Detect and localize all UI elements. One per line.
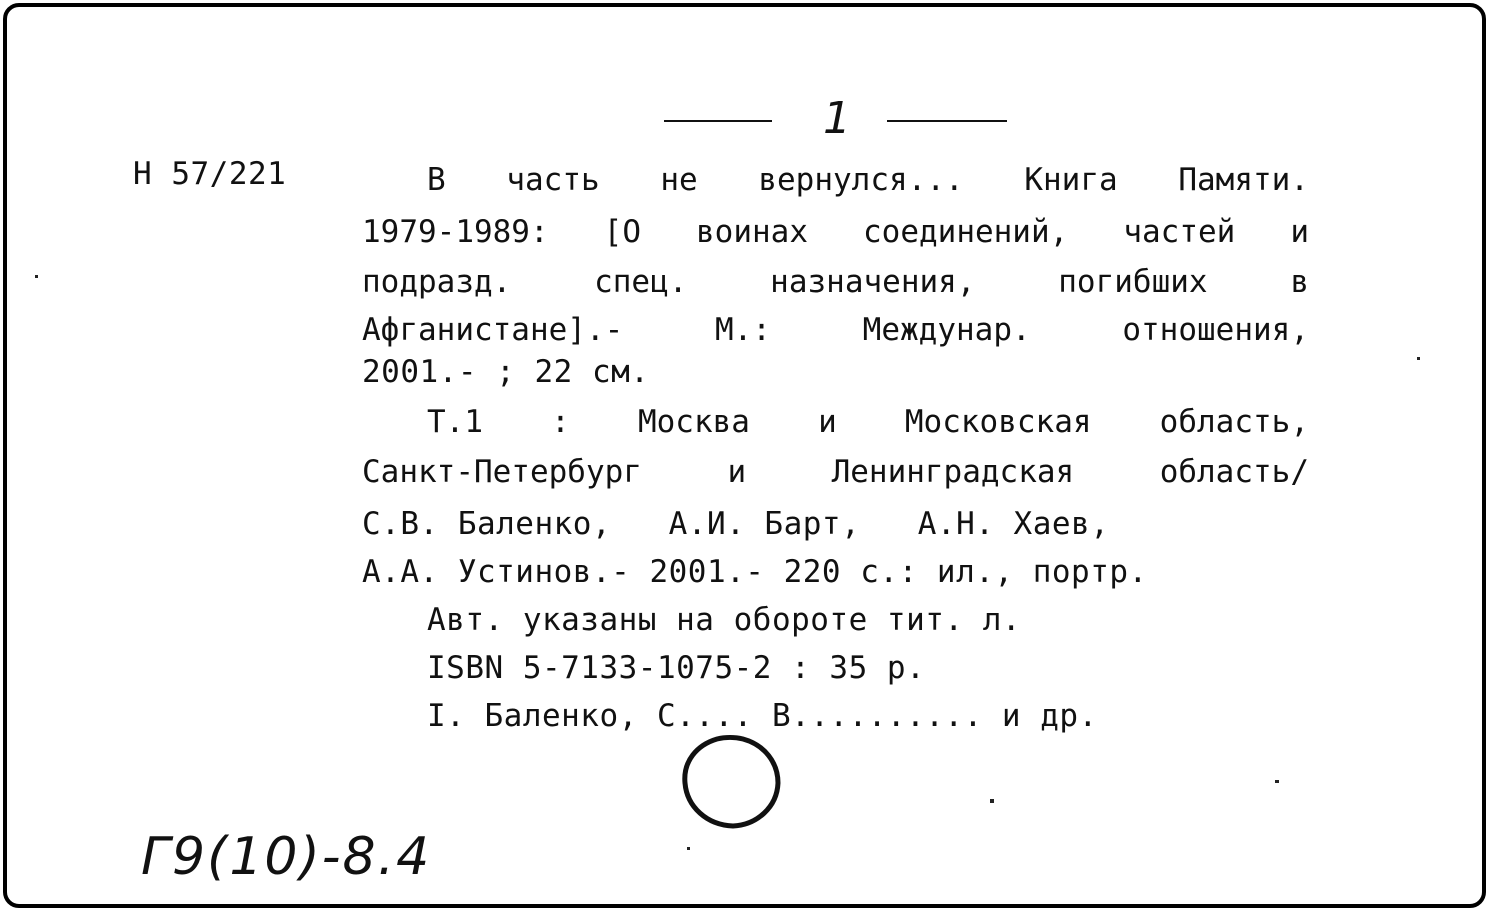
title-line-3: [362, 264, 1309, 300]
added-entry: I. Баленко, С.... В.......... и др.: [427, 698, 1098, 734]
word: Ленинградская: [831, 454, 1075, 490]
word: М.:: [714, 312, 771, 348]
word: Санкт-Петербург: [362, 454, 642, 490]
word: 1979-1989:: [362, 214, 549, 250]
volume-line-1: [427, 404, 1309, 440]
header-dash-left: [664, 120, 772, 122]
word: Т.1: [427, 404, 483, 440]
word: частей: [1123, 214, 1236, 250]
speck: [990, 799, 994, 803]
speck: [1417, 357, 1420, 360]
title-line-1: [427, 162, 1309, 198]
speck: [1275, 780, 1279, 783]
word: :: [551, 404, 570, 440]
word: Москва: [637, 404, 750, 440]
speck: [35, 275, 38, 278]
punch-hole-icon: [677, 731, 787, 835]
authors-note: Авт. указаны на обороте тит. л.: [427, 602, 1022, 638]
word: погибших: [1058, 264, 1208, 300]
word: в: [1290, 264, 1309, 300]
catalog-card: [3, 3, 1486, 908]
word: [О: [603, 214, 641, 250]
word: область/: [1159, 454, 1309, 490]
word: Памяти.: [1178, 162, 1309, 198]
volume-line-2: [362, 454, 1309, 490]
word: отношения,: [1122, 312, 1309, 348]
word: и: [1290, 214, 1309, 250]
header-dash-right: [887, 120, 1007, 122]
word: воинах: [696, 214, 808, 250]
volume-line-4: А.А. Устинов.- 2001.- 220 с.: ил., портр.: [362, 554, 1148, 590]
volume-line-3: С.В. Баленко, А.И. Барт, А.Н. Хаев,: [362, 506, 1110, 542]
word: и: [818, 404, 837, 440]
isbn: ISBN 5-7133-1075-2 : 35 р.: [427, 650, 926, 686]
word: подразд.: [362, 264, 512, 300]
title-line-4: [362, 312, 1309, 348]
word: и: [727, 454, 747, 490]
word: соединений,: [863, 214, 1069, 250]
word: назначения,: [770, 264, 976, 300]
word: В: [427, 162, 446, 198]
speck: [687, 847, 690, 850]
word: Междунар.: [862, 312, 1031, 348]
handwritten-code: Г9(10)-8.4: [141, 827, 432, 887]
title-line-2: [362, 214, 1309, 250]
word: часть: [506, 162, 600, 198]
word: Книга: [1024, 162, 1118, 198]
title-line-5: 2001.- ; 22 см.: [362, 354, 650, 390]
word: область,: [1159, 404, 1309, 440]
word: не: [660, 162, 698, 198]
word: Афганистане].-: [362, 312, 624, 348]
word: Московская: [904, 404, 1092, 440]
card-number: 1: [823, 93, 851, 144]
shelfmark: Н 57/221: [133, 156, 287, 192]
word: спец.: [594, 264, 688, 300]
word: вернулся...: [758, 162, 964, 198]
